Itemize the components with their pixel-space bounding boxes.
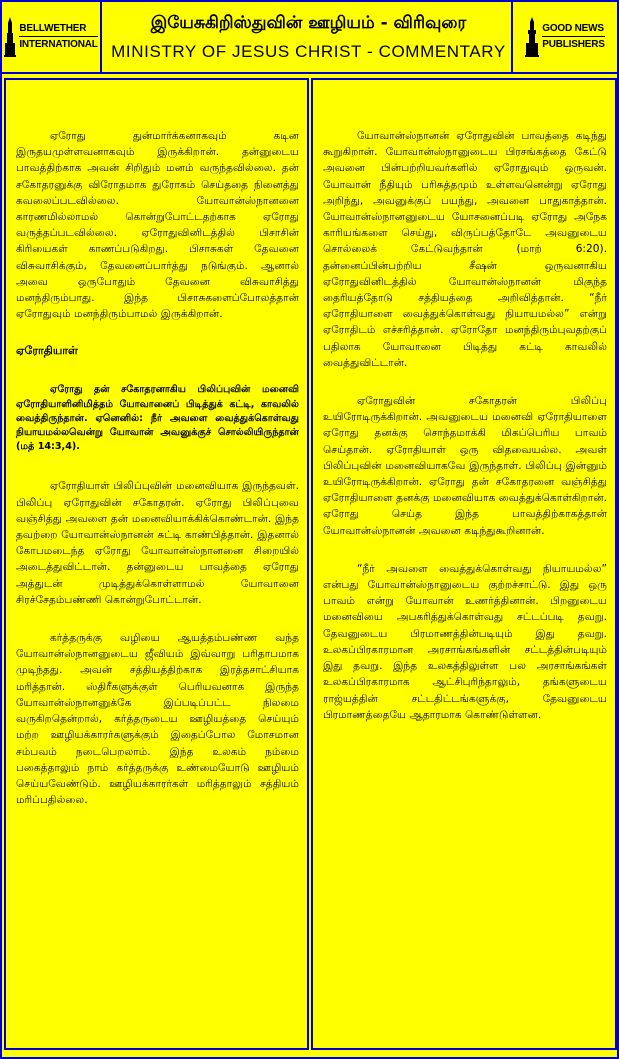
logo-right-line1: GOOD NEWS — [542, 23, 604, 37]
logo-left-line2: INTERNATIONAL — [19, 39, 98, 50]
left-paragraph-2: ஏரோதியாள் பிலிப்புவின் மனைவியாக இருந்தவள். பிலிப்பு ஏரோதுவின் சகோதரன். ஏரோது பிலிப்புவை வஞ்சித்து அவளை தன் மனைவியாக்கிக்கொண்டான். இந்த தவற்றை யோவான்ஸ்நானன் சுட்டி காண்பித்தான். இதனால் கோபமடைந்த ஏரோது யோவான்ஸ்நானனை சிறையில் அடைத்துவிட்டான். தன்னுடைய பாவத்தை ஏரோது அத்துடன் முடித்துக்கொள்ளாமல் யோவானை சிரச்சேதம்பண்ணி கொன்றுபோட்டான். — [16, 480, 299, 606]
header — [2, 2, 617, 74]
page-title-tamil: இயேசுகிறிஸ்துவின் ஊழியம் - விரிவுரை — [150, 13, 467, 33]
right-column — [311, 78, 617, 1050]
good-news-logo — [511, 2, 617, 72]
bellwether-tower-icon — [4, 17, 16, 57]
left-paragraph-3: கர்த்தருக்கு வழியை ஆயத்தம்பண்ண வந்த யோவான்ஸ்நானனுடைய ஜீவியம் இவ்வாறு பரிதாபமாக முடிந்தது. அவன் சத்தியத்திற்காக இரத்தசாட்சியாக மரித்தான். ஸ்திரீகளுக்குள் பெரியவனாக இருந்த யோவான்ஸ்நானனுக்கே இப்படிப்பட்ட நிலமை வருகிறதென்றால், கர்த்தருடைய ஊழியத்தை செய்யும் மற்ற ஊழியக்காரர்களுக்கும் இதைப்போல மோசமான சம்பவம் நடைபெறலாம். இந்த உலகம் நம்மை பகைத்தாலும் நாம் கர்த்தருக்கு உண்மையோடு ஊழியம் செய்யவேண்டும். ஊழியக்காரர்கள் மரித்தாலும் சத்தியம் மரிப்பதில்லை. — [16, 632, 299, 807]
left-paragraph-1: ஏரோது துன்மார்க்கனாகவும் கடின இருதயமுள்ளவனாகவும் இருக்கிறான். தன்னுடைய பாவத்திற்காக அவன் சிறிதும் மனம் வருந்தவில்லை. தன் சகோதரனுக்கு விரோதமாக துரோகம் செய்ததை நினைத்து கவலைப்படவில்லை. யோவான்ஸ்நானனை காரணமில்லாமல் கொன்றுபோட்டதற்காக ஏரோது வருத்தப்படவில்லை. ஏரோதுவினிடத்தில் பிசாசின் கிரியைகள் காணப்படுகிறது. பிசாசுகள் தேவனை விசுவாசிக்கும், தேவனைப்பார்த்து நடுங்கும். ஆனால் அவை ஒருபோதும் தேவனை விசுவாசித்து மனந்திரும்பாது. இந்த பிசாசுகளைப்போலத்தான் ஏரோதுவும் மனந்திரும்பாமல் இருக்கிறான். — [16, 130, 299, 321]
bellwether-logo — [2, 2, 102, 72]
section-heading-herodias: ஏரோதியாள் — [16, 344, 78, 358]
scripture-quote: ஏரோது தன் சகோதரனாகிய பிலிப்புவின் மனைவி ஏரோதியாளினிமித்தம் யோவானைப் பிடித்துக் கட்டி, காவலில் வைத்திருந்தான். ஏனெனில்: நீர் அவளை வைத்துக்கொள்வது நியாயமல்லவென்று யோவான் அவனுக்குச் சொல்லியிருந்தான் (மத் 14:3,4). — [16, 384, 299, 453]
logo-right-line2: PUBLISHERS — [542, 39, 605, 50]
right-paragraph-3: “நீர் அவளை வைத்துக்கொள்வது நியாயமல்ல” என்பது யோவான்ஸ்நானுடைய குற்றச்சாட்டு. இது ஒரு பாவம் என்று யோவான் உணர்த்தினான். பிறனுடைய மனைவியை அபகரித்துக்கொள்வது சட்டப்படி தவறு. தேவனுடைய பிரமாணத்தின்படியும் இது தவறு. உலகப்பிரகாரமான அரசாங்கங்களின் சட்டத்தின்படியும் இது தவறு. இந்த உலகத்திலுள்ள பல அரசாங்கங்கள் உலகப்பிரகாரமாக ஆட்சிபுரிந்தாலும், தங்களுடைய ராஜ்யத்தின் சட்டதிட்டங்களுக்கு, தேவனுடைய பிரமாணத்தையே ஆதாரமாக கொண்டுள்ளன. — [323, 562, 607, 721]
right-paragraph-2: ஏரோதுவின் சகோதரன் பிலிப்பு உயிரோடிருக்கிறான். அவனுடைய மனைவி ஏரோதியாளை ஏரோது தனக்கு சொந்தமாக்கி மிகப்பெரிய பாவம் செய்தான். ஏரோதியாள் ஒரு விதவையல்ல. அவள் பிலிப்புவின் மனைவியாகவே இருந்தாள். பிலிப்பு இன்னும் உயிரோடிருக்கிறான். ஏரோது தன் சகோதரனை வஞ்சித்து ஏரோதியாளை தனக்கு மனைவியாக வைத்துக்கொள்கிறான். ஏரோது செய்த இந்த பாவத்திற்காகத்தான் யோவான்ஸ்நானன் அவனை கடிந்துகூறினான். — [323, 395, 607, 537]
logo-left-line1: BELLWETHER — [19, 23, 97, 37]
page-title-english: MINISTRY OF JESUS CHRIST - COMMENTARY — [111, 42, 506, 61]
good-news-tower-icon — [525, 17, 539, 57]
left-column — [4, 78, 309, 1050]
right-paragraph-1: யோவான்ஸ்நானன் ஏரோதுவின் பாவத்தை கடிந்து கூறுகிறான். யோவான்ஸ்நானுடைய பிரசங்கத்தை கேட்டு அவனை பின்பற்றியவர்களில் ஏரோதுவும் ஒருவன். யோவான் நீதியும் பரிசுத்தமும் உள்ளவனென்று ஏரோது அறிந்து, அவனுக்குப் பயந்து, அவனை பாதுகாத்தான். யோவான்ஸ்நானனுடைய யோசனைப்படி ஏரோது அநேக காரியங்களை செய்து, விருப்பத்தோடே அவனுடைய சொல்லைக் கேட்டுவந்தான் (மாற் 6:20). தன்னைப்பின்பற்றிய சீஷன் ஒருவனாகிய ஏரோதுவினிடத்தில் யோவான்ஸ்நானன் மிகுந்த தைரியத்தோடு சத்தியத்தை அறிவித்தான். “நீர் ஏரோதியாளை வைத்துக்கொள்வது நியாயமல்ல” என்று ஏரோதிடம் எச்சரித்தான். ஏரோதோ மனந்திரும்புவதற்குப் பதிலாக யோவானை பிடித்து கட்டி காவலில் வைத்துவிட்டான். — [323, 130, 607, 369]
title-block — [106, 2, 511, 72]
